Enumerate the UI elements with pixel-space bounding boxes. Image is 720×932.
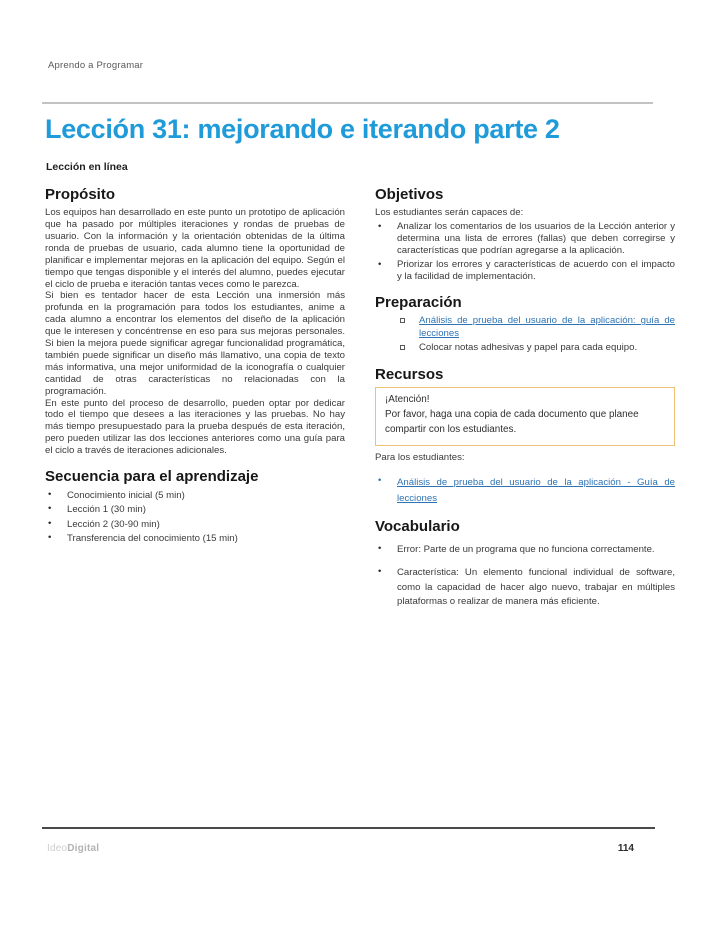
attention-box: [375, 387, 675, 446]
list-item: [375, 543, 675, 557]
section-heading-preparacion: Preparación: [375, 294, 462, 311]
bullet-icon: •: [378, 566, 382, 578]
list-item-label: Colocar notas adhesivas y papel para cada equipo.: [419, 342, 638, 354]
for-students-label: Para los estudiantes:: [375, 451, 465, 463]
header-divider: [42, 102, 653, 104]
footer-logo-light: Ideo: [47, 843, 68, 854]
list-item: [375, 259, 675, 283]
bullet-icon: •: [48, 489, 52, 501]
page-footer: [47, 843, 655, 854]
list-item: [45, 532, 345, 546]
list-item: [400, 342, 675, 355]
list-item-label: Analizar los comentarios de los usuarios de la Lección anterior y determina una lista de errores (fallas) que deben corregirse y características que podrían agregarse a la aplicación.: [397, 221, 675, 257]
list-item-label: Conocimiento inicial (5 min): [67, 490, 185, 502]
page-number: 114: [617, 843, 634, 854]
list-item: [375, 221, 675, 258]
list-item: [400, 315, 675, 341]
checkbox-icon[interactable]: [400, 318, 405, 323]
footer-logo-bold: Digital: [67, 843, 100, 854]
student-guide-link[interactable]: Análisis de prueba del usuario de la aplicación - Guía de lecciones: [397, 476, 675, 504]
list-item: [375, 566, 675, 609]
section-heading-secuencia: Secuencia para el aprendizaje: [45, 467, 259, 485]
attention-title: ¡Atención!: [385, 394, 430, 406]
objetivos-list: [375, 221, 675, 283]
page-title: Lección 31: mejorando e iterando parte 2: [45, 114, 560, 144]
objetivos-intro: Los estudiantes serán capaces de:: [375, 207, 524, 219]
recursos-list: [375, 475, 675, 507]
footer-divider: [42, 827, 655, 829]
lesson-mode-label: Lección en línea: [46, 161, 128, 173]
list-item-label: Característica: Un elemento funcional individual de software, como la capacidad de hacer algo nuevo, trabajar en múltiples plataformas o realizar de manera más eficiente.: [397, 567, 675, 607]
list-item-label: Lección 1 (30 min): [67, 504, 146, 516]
proposito-paragraph-3: En este punto del proceso de desarrollo, pueden optar por dedicar todo el tiempo que desees a las iteraciones y las pruebas. No hay más tiempo presupuestado para la prueba después de esta iteración, pero pueden utilizar las dos lecciones anteriores como una guía para el ciclo a través de iteraciones adicionales.: [45, 397, 345, 457]
left-column: [45, 186, 345, 618]
section-heading-objetivos: Objetivos: [375, 186, 444, 203]
list-item: [45, 489, 345, 503]
bullet-icon: •: [378, 542, 382, 554]
vocabulario-list: [375, 543, 675, 610]
bullet-icon: •: [378, 221, 382, 233]
list-item: [45, 518, 345, 532]
section-heading-recursos: Recursos: [375, 366, 444, 384]
attention-body: Por favor, haga una copia de cada documento que planee compartir con los estudiantes.: [385, 409, 639, 436]
right-column: [375, 186, 675, 618]
header-brand: Aprendo a Programar: [48, 60, 144, 71]
secuencia-list: [45, 489, 345, 546]
section-heading-vocabulario: Vocabulario: [375, 517, 460, 535]
section-heading-proposito: Propósito: [45, 186, 115, 203]
bullet-icon: •: [378, 258, 382, 270]
list-item-label: Priorizar los errores y características de acuerdo con el impacto y la facilidad de implementación.: [397, 258, 675, 282]
proposito-paragraph-2: Si bien es tentador hacer de esta Lección una inmersión más profunda en la programación para todos los estudiantes, anime a cada alumno a encontrar los elementos del diseño de la aplicación que le interesen y concéntrense en eso para sus mejoras personales. Si bien la mejora puede significar agregar funcionalidad programática, también puede significar un diseño más llamativo, una copia de texto más informativa, una mejor uniformidad de la iconografía o cualquier cantidad de otras características no relacionadas con la programación.: [45, 290, 345, 397]
bullet-icon: •: [48, 531, 52, 543]
list-item: [45, 503, 345, 517]
proposito-paragraph-1: Los equipos han desarrollado en este punto un prototipo de aplicación que ha pasado por múltiples iteraciones y rondas de pruebas de usuario. Con la información y la orientación obtenidas de la última ronda de pruebas de usuario, cada alumno tiene la oportunidad de planificar e implementar mejoras en la aplicación del equipo. Según el tiempo que tengas disponible y el interés del alumno, puedes ejecutar el ciclo de prueba e iteración tantas veces como le parezca.: [45, 207, 345, 290]
bullet-icon: •: [378, 474, 382, 486]
list-item-label: Error: Parte de un programa que no funciona correctamente.: [397, 543, 655, 555]
preparacion-list: [375, 315, 675, 355]
preparacion-guide-link[interactable]: Análisis de prueba del usuario de la aplicación: guía de lecciones: [419, 315, 675, 340]
bullet-icon: •: [48, 517, 52, 529]
list-item-label: Transferencia del conocimiento (15 min): [67, 532, 238, 544]
content-columns: [45, 186, 675, 618]
list-item: [375, 475, 675, 507]
list-item-label: Lección 2 (30-90 min): [67, 518, 160, 530]
footer-logo: [47, 843, 99, 854]
checkbox-icon[interactable]: [400, 345, 405, 350]
bullet-icon: •: [48, 503, 52, 515]
